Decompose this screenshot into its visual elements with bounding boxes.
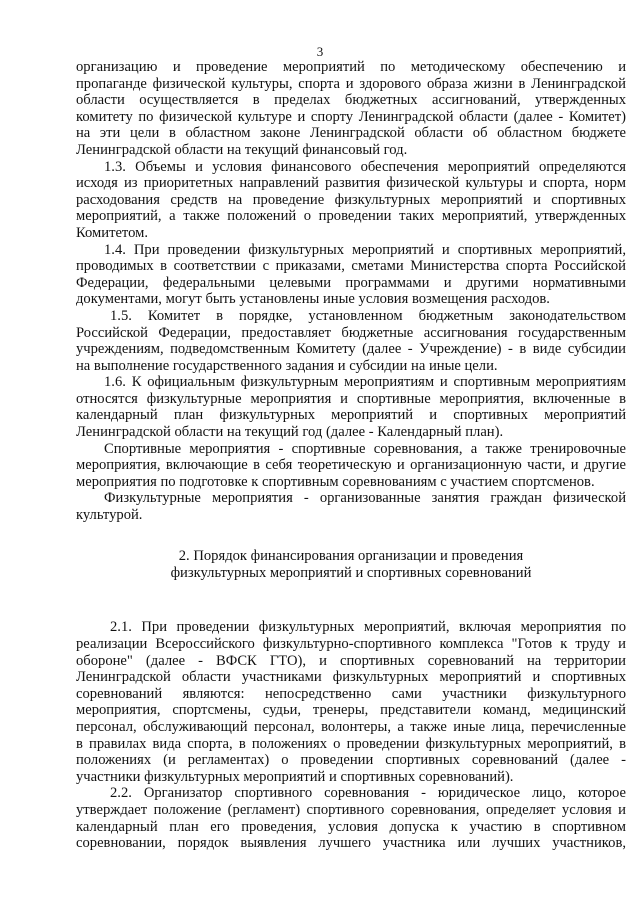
text-line: утверждает положение (регламент) спортивного соревнования, определяет условия и [76,801,626,818]
text-line: мероприятий, а также положений о проведении таких мероприятий, утвержденных [76,208,626,225]
text-line: документами, могут быть установлены иные условия возмещения расходов. [76,291,550,308]
text-line: культурой. [76,507,143,524]
text-line: Физкультурные мероприятия - организованные занятия граждан физической [104,490,626,507]
text-line: 1.5. Комитет в порядке, установленном бюджетным законодательством [110,307,626,324]
text-line: 2.1. При проведении физкультурных мероприятий, включая мероприятия по [110,619,626,636]
text-line: персонал, обслуживающий персонал, волонтеры, а также иные лица, перечисленные [76,718,626,735]
text-line: мероприятия, включающие в себя теоретическую и организационную части, и другие [76,457,626,474]
document-body [76,59,626,852]
text-line: проводимых в соответствии с приказами, сметами Министерства спорта Российской [76,258,626,275]
text-line: Федерации, федеральными целевыми программами и другими нормативными [76,274,626,291]
text-line: положениях (и регламентах) о проведении спортивных соревнований (далее - [76,752,626,769]
text-line: расходования средств на проведение физкультурных мероприятий и спортивных [76,191,626,208]
text-line: Ленинградской области участниками физкультурных мероприятий и спортивных [76,669,626,686]
text-line: Российской Федерации, предоставляет бюджетные ассигнования государственным [76,324,626,341]
paragraph [76,59,626,159]
paragraph [76,308,626,374]
text-line: Спортивные мероприятия - спортивные соревнования, а также тренировочные [104,440,626,457]
text-line: мероприятия по подготовке к спортивным соревнованиям с участием спортсменов. [76,473,595,490]
paragraph [76,785,626,851]
text-line: области осуществляется в пределах бюджетных ассигнований, утвержденных [76,92,626,109]
paragraph [76,441,626,491]
paragraph [76,619,626,785]
text-line: пропаганде физической культуры, спорта и здорового образа жизни в Ленинградской [76,75,626,92]
text-line: обороне" (далее - ВФСК ГТО), и спортивных соревнований на территории [76,652,626,669]
text-line: 1.4. При проведении физкультурных мероприятий и спортивных мероприятий, [104,241,626,258]
text-line: соревнований являются: непосредственно сами участники физкультурного [76,685,626,702]
text-line: Ленинградской области на текущий финансовый год. [76,141,408,158]
text-line: учреждениям, подведомственным Комитету (далее - Учреждение) - в виде субсидии [76,341,626,358]
text-line: соревновании, порядок выявления лучшего участника или лучших участников, [76,835,626,852]
paragraph [76,242,626,308]
text-line: относятся физкультурные мероприятия и спортивные мероприятия, включенные в [76,390,626,407]
text-line: мероприятия, спортсмены, судьи, тренеры, представители команд, медицинский [76,702,626,719]
text-line: Комитетом. [76,224,149,241]
text-line: Ленинградской области на текущий год (далее - Календарный план). [76,424,504,441]
text-line: исходя из приоритетных направлений развития физической культуры и спорта, норм [76,175,626,192]
text-line: в правилах вида спорта, в положениях о проведении физкультурных мероприятий, в [76,735,626,752]
text-line: 1.3. Объемы и условия финансового обеспечения мероприятий определяются [104,158,626,175]
paragraph [76,374,626,440]
text-line: 1.6. К официальным физкультурным мероприятиям и спортивным мероприятиям [104,374,626,391]
heading-line: 2. Порядок финансирования организации и проведения [178,548,524,565]
text-line: участники физкультурных мероприятий и спортивных соревнований). [76,768,514,785]
page-number: 3 [316,44,324,59]
text-line: 2.2. Организатор спортивного соревнования - юридическое лицо, которое [110,785,626,802]
paragraph [76,159,626,242]
paragraph [76,490,626,523]
text-line: на выполнение государственного задания и субсидии на иные цели. [76,357,498,374]
heading-line: физкультурных мероприятий и спортивных соревнований [170,564,532,581]
text-line: на эти цели в областном законе Ленинградской области об областном бюджете [76,125,626,142]
section-heading [76,548,626,581]
text-line: организацию и проведение мероприятий по методическому обеспечению и [76,59,626,75]
text-line: календарный план физкультурных мероприятий и спортивных мероприятий [76,407,626,424]
text-line: реализации Всероссийского физкультурно-спортивного комплекса "Готов к труду и [76,636,626,652]
text-line: календарный план его проведения, условия допуска к участию в спортивном [76,818,626,835]
text-line: комитету по физической культуре и спорту Ленинградской области (далее - Комитет) [76,108,626,125]
